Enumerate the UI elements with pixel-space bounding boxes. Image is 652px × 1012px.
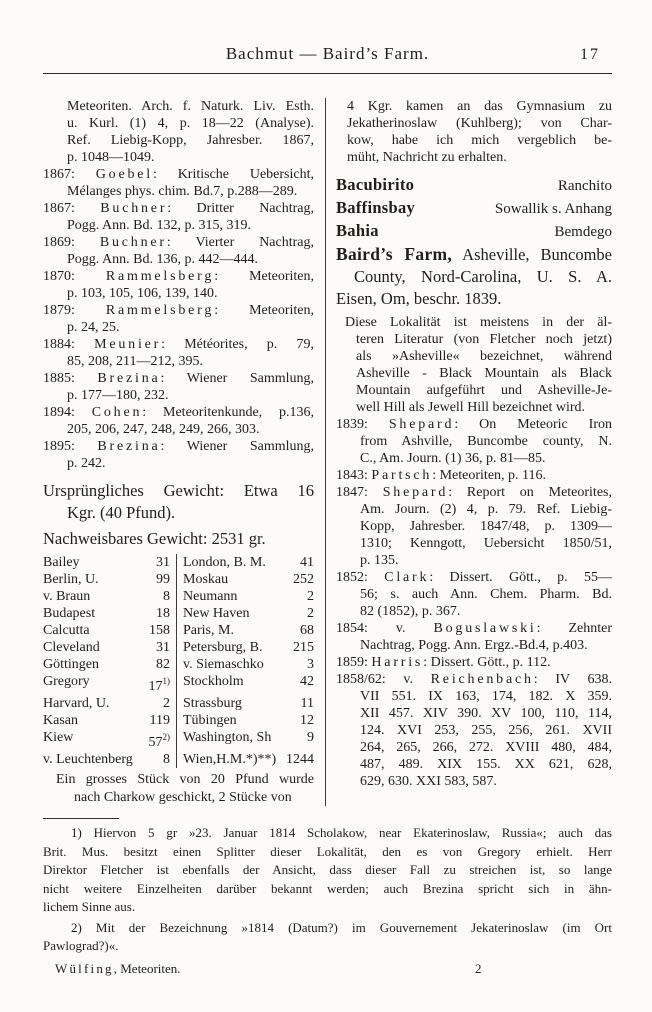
text-line: p. 1048—1049. bbox=[67, 150, 155, 165]
letterspaced-name: Clark bbox=[384, 570, 430, 585]
weight-cell bbox=[176, 656, 314, 673]
collection-name: Stockholm bbox=[183, 674, 244, 689]
text-line: Ein grosses Stück von 20 Pfund wurde bbox=[56, 772, 314, 787]
weight-cell bbox=[176, 673, 314, 695]
text-line: Brit. Mus. besitzt einen Splitter dieser Lokalität, den es von Gregory erhielt. Herr bbox=[43, 843, 612, 859]
letterspaced-name: Shepard bbox=[388, 417, 455, 432]
weight-row bbox=[43, 605, 314, 622]
text-line: Baird’s Farm, Asheville, Buncombe bbox=[336, 244, 612, 264]
weight-row bbox=[43, 729, 314, 751]
text-line: 1867: Buchner: Dritter Nachtrag, bbox=[43, 201, 315, 216]
weight-value: 215 bbox=[293, 640, 314, 655]
bold-entry-name: Baird’s Farm, bbox=[336, 244, 453, 264]
paragraph bbox=[43, 528, 314, 550]
collection-name: Gregory bbox=[43, 674, 90, 689]
letterspaced-name: Cohen bbox=[91, 405, 143, 420]
paragraph bbox=[43, 370, 314, 404]
weight-cell bbox=[43, 673, 176, 695]
letterspaced-name: Brezina bbox=[97, 371, 161, 386]
text-line: 1894: Cohen: Meteoritenkunde, p.136, bbox=[43, 405, 314, 420]
weight-cell bbox=[176, 712, 314, 729]
paragraph bbox=[336, 671, 612, 790]
text-line: Pogg. Ann. Bd. 136, p. 442—444. bbox=[67, 252, 258, 267]
page-title: Bachmut — Baird’s Farm. bbox=[225, 44, 430, 63]
cross-reference-target: Ranchito bbox=[557, 178, 612, 194]
weight-row bbox=[43, 673, 314, 695]
footnote bbox=[43, 919, 612, 956]
weight-value: 17 bbox=[148, 679, 163, 694]
text-line: Pawlograd?)«. bbox=[43, 938, 119, 953]
weight-cell bbox=[176, 571, 314, 588]
weight-value: 158 bbox=[149, 623, 170, 638]
weight-value: 2 bbox=[163, 696, 170, 711]
text-line: lichem Sinne aus. bbox=[43, 899, 136, 914]
locality-name: Bahia bbox=[336, 221, 379, 240]
text-line: 1847: Shepard: Report on Meteorites, bbox=[336, 485, 612, 500]
weight-value: 42 bbox=[300, 674, 314, 689]
paragraph bbox=[336, 98, 612, 166]
collection-name: Tübingen bbox=[183, 713, 237, 728]
paragraph bbox=[43, 480, 314, 524]
collection-name: v. Braun bbox=[43, 589, 91, 604]
cross-reference-line bbox=[336, 220, 612, 243]
text-line: 1869: Buchner: Vierter Nachtrag, bbox=[43, 235, 315, 250]
collection-name: Strassburg bbox=[183, 696, 242, 711]
text-line: 82 (1852), p. 367. bbox=[360, 604, 461, 619]
weight-row bbox=[43, 554, 314, 571]
text-line: 1859: Harris: Dissert. Gött., p. 112. bbox=[336, 655, 551, 670]
collection-name: Bailey bbox=[43, 555, 80, 570]
text-line: 1884: Meunier: Météorites, p. 79, bbox=[43, 337, 314, 352]
weight-cell bbox=[43, 751, 176, 768]
text-line: Nachweisbares Gewicht: 2531 gr. bbox=[43, 529, 266, 548]
paragraph bbox=[336, 569, 612, 620]
paragraph bbox=[43, 98, 314, 166]
weight-value: 8 bbox=[163, 589, 170, 604]
weight-value: 31 bbox=[156, 640, 170, 655]
header-rule bbox=[43, 73, 612, 74]
weight-value: 12 bbox=[300, 713, 314, 728]
footnote-mark: 2) bbox=[162, 732, 170, 742]
weight-cell bbox=[43, 571, 176, 588]
weight-cell bbox=[176, 605, 314, 622]
weight-cell bbox=[176, 588, 314, 605]
collection-name: v. Siemaschko bbox=[183, 657, 264, 672]
text-line: C., Am. Journ. (1) 36, p. 81—85. bbox=[360, 451, 546, 466]
cross-reference-target: Bemdego bbox=[554, 224, 612, 240]
paragraph bbox=[43, 404, 314, 438]
weight-cell bbox=[43, 656, 176, 673]
text-line: p. 242. bbox=[67, 456, 106, 471]
text-line: als »Asheville« bezeichnet, während bbox=[356, 349, 612, 364]
collection-name: v. Leuchtenberg bbox=[43, 752, 133, 767]
weight-value: 31 bbox=[156, 555, 170, 570]
text-line: nach Charkow geschickt, 2 Stücke von bbox=[74, 789, 292, 805]
text-columns bbox=[43, 98, 612, 806]
running-header bbox=[43, 44, 612, 66]
text-line: 1858/62: v. Reichenbach: IV 638. bbox=[336, 672, 612, 687]
locality-name: Baffinsbay bbox=[336, 198, 416, 217]
cross-reference-line bbox=[336, 174, 612, 197]
letterspaced-name: Partsch bbox=[371, 468, 433, 483]
weight-table bbox=[43, 554, 314, 768]
collection-name: Calcutta bbox=[43, 623, 90, 638]
weight-row bbox=[43, 656, 314, 673]
weight-value: 68 bbox=[300, 623, 314, 638]
paragraph bbox=[336, 654, 612, 671]
collection-name: London, B. M. bbox=[183, 555, 266, 570]
footnote-mark: 1) bbox=[162, 676, 170, 686]
text-line: County, Nord-Carolina, U. S. A. bbox=[354, 267, 612, 286]
text-line: 2) Mit der Bezeichnung »1814 (Datum?) im Gouvernement Jekaterinoslaw (im Ort bbox=[71, 919, 612, 935]
text-line: 1854: v. Boguslawski: Zehnter bbox=[336, 621, 612, 636]
paragraph bbox=[43, 200, 314, 234]
right-column bbox=[326, 98, 612, 806]
weight-value: 18 bbox=[156, 606, 170, 621]
text-line: 1852: Clark: Dissert. Gött., p. 55— bbox=[336, 570, 612, 585]
letterspaced-name: Rammelsberg bbox=[105, 269, 215, 284]
collection-name: Göttingen bbox=[43, 657, 99, 672]
text-line: teren Literatur (von Fletcher noch jetzt) bbox=[356, 332, 612, 347]
printer-signature: Wülfing, Meteoriten. bbox=[55, 960, 181, 976]
weight-value: 2 bbox=[307, 606, 314, 621]
paragraph bbox=[336, 416, 612, 467]
paragraph bbox=[43, 166, 314, 200]
page-number: 17 bbox=[580, 46, 600, 63]
text-line: p. 103, 105, 106, 139, 140. bbox=[67, 286, 218, 301]
weight-cell bbox=[43, 622, 176, 639]
collection-name: Berlin, U. bbox=[43, 572, 99, 587]
letterspaced-name: Harris bbox=[371, 655, 424, 670]
text-line: 85, 208, 211—212, 395. bbox=[67, 354, 203, 369]
paragraph bbox=[336, 467, 612, 484]
text-line: 1879: Rammelsberg: Meteoriten, bbox=[43, 303, 315, 318]
paragraph bbox=[43, 268, 314, 302]
text-line: Direktor Fletcher ist ebenfalls der Ansicht, dass dieser Fall zu streichen ist, so lange bbox=[43, 862, 612, 877]
text-line: 1310; Kenngott, Uebersicht 1850/51, bbox=[360, 536, 612, 551]
text-line: Kgr. (40 Pfund). bbox=[67, 503, 176, 522]
weight-value: 1244 bbox=[286, 752, 314, 767]
text-line: 1839: Shepard: On Meteoric Iron bbox=[336, 417, 613, 432]
text-line: from Ashville, Buncombe county, N. bbox=[360, 434, 612, 449]
book-page bbox=[0, 44, 652, 979]
letterspaced-name: Buchner bbox=[100, 201, 168, 216]
letterspaced-name: Boguslawski bbox=[433, 621, 537, 636]
weight-value: 252 bbox=[293, 572, 314, 587]
text-line: XII 457. XIV 390. XV 100, 110, 114, bbox=[360, 706, 612, 721]
text-line: well Hill als Jewell Hill bezeichnet wird. bbox=[356, 400, 585, 415]
letterspaced-name: Meunier bbox=[94, 337, 162, 352]
weight-value: 3 bbox=[307, 657, 314, 672]
cross-reference-list bbox=[336, 174, 612, 243]
weight-row bbox=[43, 571, 314, 588]
text-line: Eisen, Om, beschr. 1839. bbox=[336, 289, 502, 308]
text-line: 1843: Partsch: Meteoriten, p. 116. bbox=[336, 468, 547, 483]
text-line: 1867: Goebel: Kritische Uebersicht, bbox=[43, 167, 314, 182]
footnotes bbox=[43, 824, 612, 956]
collection-name: Neumann bbox=[183, 589, 238, 604]
text-line: p. 24, 25. bbox=[67, 320, 120, 335]
text-line: Meteoriten. Arch. f. Naturk. Liv. Esth. bbox=[67, 99, 314, 114]
weight-value: 82 bbox=[156, 657, 170, 672]
text-line: VII 551. IX 163, 174, 182. X 359. bbox=[360, 689, 612, 704]
weight-cell bbox=[43, 605, 176, 622]
footnote-separator-rule bbox=[43, 818, 119, 819]
weight-cell bbox=[43, 554, 176, 571]
collection-name: Petersburg, B. bbox=[183, 640, 263, 655]
weight-value: 57 bbox=[148, 735, 163, 750]
text-line: 124. XVI 253, 255, 256, 261. XVII bbox=[360, 723, 612, 738]
paragraph bbox=[43, 771, 314, 806]
text-line: 4 Kgr. kamen an das Gymnasium zu bbox=[347, 99, 612, 114]
locality-name: Bacubirito bbox=[336, 175, 415, 194]
paragraph bbox=[336, 288, 612, 310]
letterspaced-name: Brezina bbox=[97, 439, 161, 454]
collection-name: Kasan bbox=[43, 713, 78, 728]
weight-row bbox=[43, 712, 314, 729]
text-line: 264, 265, 266, 272. XVIII 480, 484, bbox=[360, 740, 612, 755]
paragraph bbox=[336, 484, 612, 569]
text-line: Nachtrag, Pogg. Ann. Ergz.-Bd.4, p.403. bbox=[360, 638, 588, 653]
text-line: 1885: Brezina: Wiener Sammlung, bbox=[43, 371, 314, 386]
text-line: p. 135. bbox=[360, 553, 399, 568]
weight-cell bbox=[43, 588, 176, 605]
letterspaced-name: Rammelsberg bbox=[105, 303, 215, 318]
text-line: 629, 630. XXI 583, 587. bbox=[360, 774, 497, 789]
collection-name: New Haven bbox=[183, 606, 250, 621]
weight-value: 2 bbox=[307, 589, 314, 604]
weight-cell bbox=[43, 639, 176, 656]
text-line: Jekatherinoslaw (Kuhlberg); von Char- bbox=[347, 116, 612, 131]
paragraph bbox=[336, 243, 612, 288]
collection-name: Wien,H.M.*)**) bbox=[183, 752, 277, 767]
paragraph bbox=[43, 234, 314, 268]
text-line: kow, habe ich mich vergeblich be- bbox=[347, 133, 612, 148]
weight-value: 11 bbox=[300, 696, 314, 711]
letterspaced-name: Goebel bbox=[95, 167, 153, 182]
weight-value: 119 bbox=[149, 713, 170, 728]
text-line: nicht weitere Einzelheiten darüber bekannt werden; auch Brezina spricht sich in ähn- bbox=[43, 880, 612, 896]
weight-value: 41 bbox=[300, 555, 314, 570]
text-line: Kopp, Jahresber. 1847/48, p. 1309— bbox=[360, 519, 612, 534]
letterspaced-name: Wülfing bbox=[55, 960, 114, 976]
weight-cell bbox=[176, 751, 314, 768]
text-line: 1870: Rammelsberg: Meteoriten, bbox=[43, 269, 315, 284]
text-line: 1) Hiervon 5 gr »23. Januar 1814 Scholakow, near Ekaterinoslaw, Russia«; auch das bbox=[71, 825, 612, 840]
letterspaced-name: Shepard bbox=[382, 485, 449, 500]
collection-name: Paris, M. bbox=[183, 623, 234, 638]
weight-row bbox=[43, 639, 314, 656]
weight-cell bbox=[176, 639, 314, 656]
text-line: Diese Lokalität ist meistens in der äl- bbox=[345, 315, 612, 330]
weight-cell bbox=[176, 622, 314, 639]
text-line: 1895: Brezina: Wiener Sammlung, bbox=[43, 439, 314, 454]
weight-cell bbox=[43, 729, 176, 751]
text-line: müht, Nachricht zu erhalten. bbox=[347, 150, 507, 165]
weight-row bbox=[43, 588, 314, 605]
collection-name: Budapest bbox=[43, 606, 96, 621]
text-line: Am. Journ. (2) 4, p. 79. Ref. Liebig- bbox=[360, 502, 612, 517]
letterspaced-name: Buchner bbox=[99, 235, 167, 250]
weight-row bbox=[43, 751, 314, 768]
weight-row bbox=[43, 695, 314, 712]
weight-value: 9 bbox=[307, 730, 314, 745]
collection-name: Kiew bbox=[43, 730, 74, 745]
text-line: 56; s. auch Ann. Chem. Pharm. Bd. bbox=[360, 587, 612, 602]
paragraph bbox=[43, 438, 314, 472]
text-line: Mélanges phys. chim. Bd.7, p.288—289. bbox=[67, 184, 298, 199]
weight-cell bbox=[176, 554, 314, 571]
footnote bbox=[43, 824, 612, 917]
weight-cell bbox=[176, 695, 314, 712]
collection-name: Cleveland bbox=[43, 640, 100, 655]
text-line: 205, 206, 247, 248, 249, 266, 303. bbox=[67, 422, 260, 437]
paragraph bbox=[43, 336, 314, 370]
paragraph bbox=[336, 620, 612, 654]
weight-row bbox=[43, 622, 314, 639]
text-line: Mountain aufgeführt und Asheville-Je- bbox=[356, 383, 612, 398]
cross-reference-line bbox=[336, 197, 612, 220]
text-line: u. Kurl. (1) 4, p. 18—22 (Analyse). bbox=[67, 116, 314, 131]
collection-name: Washington, Sh bbox=[183, 730, 272, 745]
text-line: Pogg. Ann. Bd. 132, p. 315, 319. bbox=[67, 218, 251, 233]
text-line: Asheville - Black Mountain als Black bbox=[356, 366, 612, 381]
letterspaced-name: Reichenbach bbox=[430, 672, 534, 687]
page-footer bbox=[43, 961, 612, 979]
weight-cell bbox=[43, 712, 176, 729]
paragraph bbox=[336, 314, 612, 416]
cross-reference-target: Sowallik s. Anhang bbox=[494, 201, 612, 217]
weight-cell bbox=[43, 695, 176, 712]
text-line: 487, 489. XIX 155. XX 621, 628, bbox=[360, 757, 612, 772]
left-column bbox=[43, 98, 326, 806]
text-line: p. 177—180, 232. bbox=[67, 388, 169, 403]
collection-name: Moskau bbox=[183, 572, 229, 587]
weight-value: 8 bbox=[163, 752, 170, 767]
weight-value: 99 bbox=[156, 572, 170, 587]
text-line: Ref. Liebig-Kopp, Jahresber. 1867, bbox=[67, 133, 314, 148]
sheet-number: 2 bbox=[475, 960, 482, 976]
weight-cell bbox=[176, 729, 314, 751]
paragraph bbox=[43, 302, 314, 336]
text-line: Ursprüngliches Gewicht: Etwa 16 bbox=[43, 481, 314, 500]
collection-name: Harvard, U. bbox=[43, 696, 110, 711]
